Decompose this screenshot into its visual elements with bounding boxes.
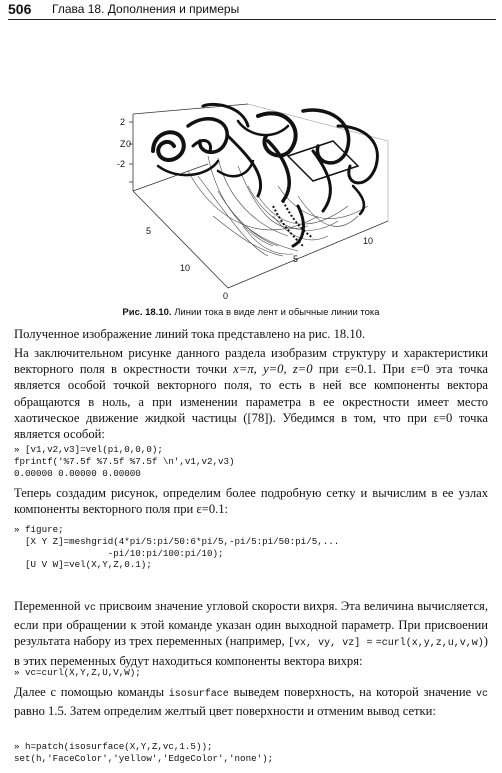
y-tick-5: 5 [146,226,152,236]
figure-caption [0,307,502,318]
code-line: » [v1,v2,v3]=vel(pi,0,0,0); [14,444,163,455]
streamline-figure [98,96,398,306]
z-tick-neg2: -2 [117,159,126,169]
code-line: [X Y Z]=meshgrid(4*pi/5:pi/50:6*pi/5,-pi/5:pi/50:pi/5,... [14,535,340,547]
paragraph-5-text-b: выведем поверхность, на которой значение [228,685,476,699]
paragraph-5 [14,684,488,719]
z-tick-2: 2 [120,117,126,127]
paragraph-4-text-c: ) в этих переменных будут находиться компоненты вектора вихря: [14,634,488,668]
x-tick-5: 5 [293,254,299,264]
z-tick-0: 0 [126,139,132,149]
code-line: » vc=curl(X,Y,Z,U,V,W); [14,667,141,678]
code-line: -pi/10:pi/100:pi/10); [14,547,224,559]
var-vc: vc [84,603,97,614]
paragraph-2-text-a: На заключительном рисунке данного раздела изобразим структуру и характеристики векторного поля в окрестности точки [14,346,488,377]
cmd-isosurface: isosurface [168,689,229,700]
code-block-3 [14,667,488,679]
y-tick-0: 0 [223,291,229,301]
code-block-2 [14,524,488,571]
code-line: » h=patch(isosurface(X,Y,Z,vc,1.5)); [14,741,213,752]
chapter-title: Глава 18. Дополнения и примеры [52,2,240,16]
code-inline-b: =curl(x,y,z,u,v,w) [375,638,484,650]
code-line: » figure; [14,524,64,535]
code-inline-a: [vx, vy, vz] = [288,638,373,650]
code-line: set(h,'FaceColor','yellow','EdgeColor','none'); [14,752,274,764]
figure-number: Рис. 18.10. [122,307,172,318]
z-axis-label: Z [120,139,126,149]
code-block-1 [14,444,488,479]
paragraph-5-text-c: равно 1.5. Затем определим желтый цвет поверхности и отменим вывод сетки: [14,704,436,719]
page-number: 506 [8,1,32,17]
paragraph-3: Теперь создадим рисунок, определим более подробную сетку и вычислим в ее узлах компоненты векторного поля при ε=0.1: [14,486,488,517]
point-coords: x=π, y=0, z=0 [233,362,313,377]
running-header [8,0,496,20]
y-tick-10: 10 [180,263,191,273]
code-line: [U V W]=vel(X,Y,Z,0.1); [14,559,152,571]
code-block-4 [14,741,488,765]
paragraph-2 [14,345,488,442]
code-line: fprintf('%7.5f %7.5f %7.5f \n',v1,v2,v3) [14,455,235,467]
var-vc-2: vc [475,689,488,700]
paragraph-4-text-b: присвоим значение угловой скорости вихря. Эта величина вычисляется, если при обращении к этой команде указан один выходной параметр. При присвоении результата набору из трех переменных (например, [14,599,488,649]
paragraph-5-text-a: Далее с помощью команды [14,685,169,699]
figure-caption-text: Линии тока в виде лент и обычные линии тока [174,307,380,318]
paragraph-2-text-b: при ε=0.1. При ε=0 эта точка является особой точкой векторного поля, то есть в ней все компоненты вектора обращаются в ноль, а при изменении параметра в ее окрестности имеет место хаотическое движение жидкой частицы ([78]). Убедимся в том, что при ε=0 точка является особой: [14,362,488,442]
x-tick-10: 10 [363,236,374,246]
paragraph-4-text-a: Переменной [14,599,85,613]
code-line: 0.00000 0.00000 0.00000 [14,467,141,479]
paragraph-1: Полученное изображение линий тока представлено на рис. 18.10. [14,327,366,341]
paragraph-4 [14,598,488,669]
